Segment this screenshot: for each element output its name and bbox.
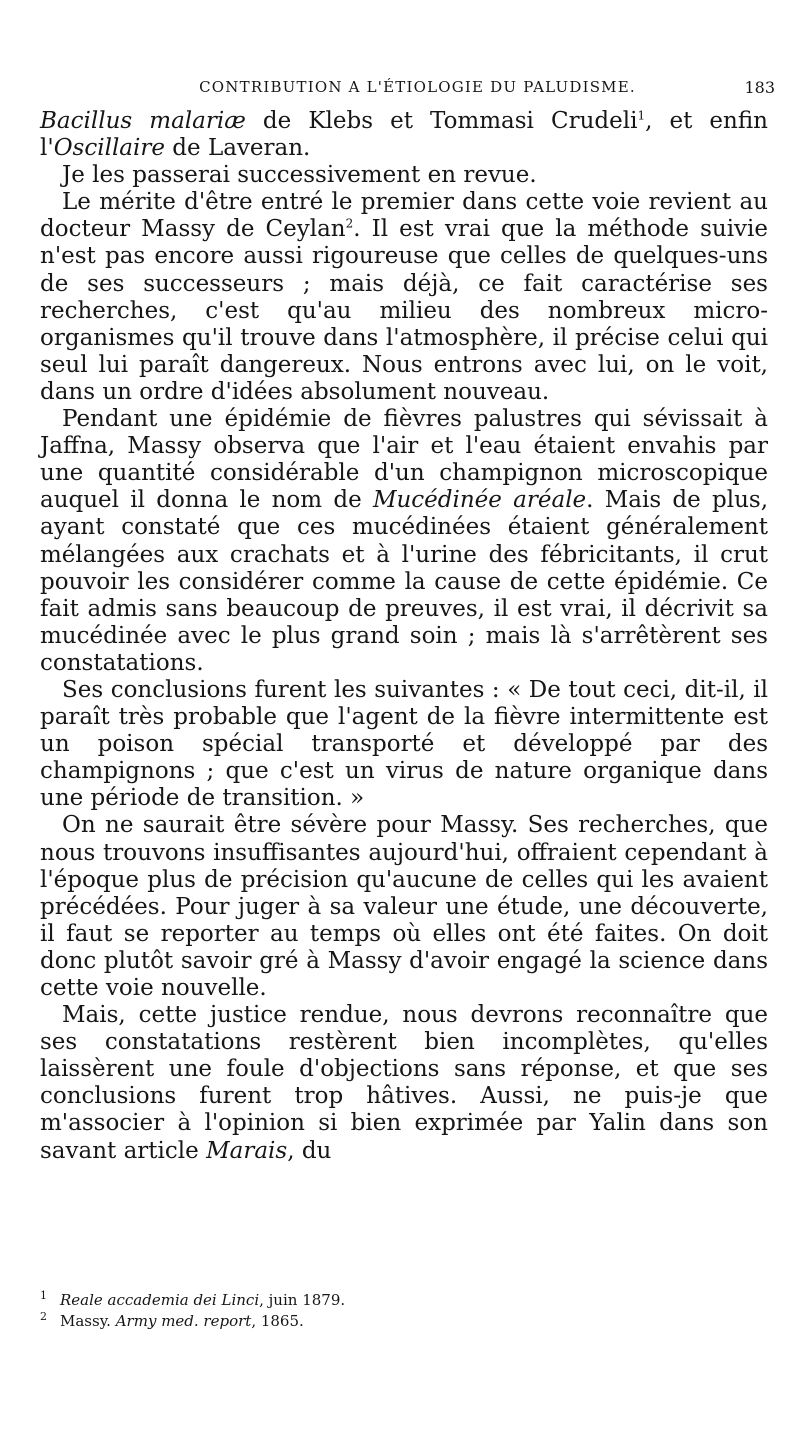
footnote-ref-1: 1 [637,108,646,123]
page-header [120,78,775,104]
paragraph-3-text-b: . Il est vrai que la méthode suivie n'est pas encore aussi rigoureuse que celles de quelques-uns de ses successeurs ; mais déjà, ce fait caractérise ses recherches, c'est qu'au milieu des nombreux micro-organismes qu'il trouve dans l'atmosphère, il précise celui qui seul lui paraît dangereux. Nous entrons avec lui, on le voit, dans un ordre d'idées absolument nouveau. [40,216,769,405]
bacillus-name: Bacillus malariæ [40,108,246,134]
paragraph-7 [40,1002,768,1165]
page-number: 183 [744,78,775,97]
paragraph-4-text-a: Pendant une épidémie de fièvres palustres qui sévissait à Jaffna, Massy observa que l'air et l'eau étaient envahis par une quantité considérable d'un champignon microscopique auquel il donna le nom de [40,406,768,514]
footnote-ref-2: 2 [345,216,354,231]
paragraph-7-text-b: , du [287,1137,332,1164]
paragraph-1-text-c: de Laveran. [164,135,311,162]
footnote-2-text: , 1865. [251,1312,304,1330]
paragraph-1 [40,108,768,162]
footnote-1-source: Reale accademia dei Linci [60,1291,260,1309]
paragraph-3-text-a: Le mérite d'être entré le premier dans cette voie revient au docteur Massy de Ceylan [40,189,768,243]
footnotes [40,1290,768,1332]
paragraph-1-text-a: de Klebs et Tommasi Crudeli [245,108,638,134]
paragraph-6: On ne saurait être sévère pour Massy. Ses recherches, que nous trouvons insuffisantes aujourd'hui, offraient cependant à l'époque plus de précision qu'aucune de celles qui les avaient précédées. Pour juger à sa valeur une étude, une découverte, il faut se reporter au temps où elles ont été faites. On doit donc plutôt savoir gré à Massy d'avoir engagé la science dans cette voie nouvelle. [40,812,768,1001]
paragraph-4 [40,406,768,677]
mucedinee-name: Mucédinée aréale [372,487,587,514]
paragraph-3 [40,189,768,406]
footnote-2-author: Massy. [60,1312,116,1330]
body-text [40,108,768,1165]
footnote-2-source: Army med. report [115,1312,252,1330]
footnote-1-text: , juin 1879. [259,1291,346,1309]
paragraph-2: Je les passerai successivement en revue. [62,162,537,189]
paragraph-5: Ses conclusions furent les suivantes : « De tout ceci, dit-il, il paraît très probable que l'agent de la fièvre intermittente est un poison spécial transporté et développé par des champignons ; que c'est un virus de nature organique dans une période de transition. » [40,676,768,812]
footnote-2: 2 Massy. Army med. report, 1865. [40,1310,304,1330]
marais-title: Marais [206,1137,288,1164]
paragraph-1-text-b: , et enfin l' [40,108,768,162]
paragraph-7-text-a: Mais, cette justice rendue, nous devrons reconnaître que ses constatations restèrent bien incomplètes, qu'elles laissèrent une foule d'objections sans réponse, et que ses conclusions furent trop hâtives. Aussi, ne puis-je que m'associer à l'opinion si bien exprimée par Yalin dans son savant article [40,1002,768,1164]
running-title: CONTRIBUTION A L'ÉTIOLOGIE DU PALUDISME. [199,78,636,96]
paragraph-4-text-b: . Mais de plus, ayant constaté que ces mucédinées étaient généralement mélangées aux crachats et à l'urine des fébricitants, il crut pouvoir les considérer comme la cause de cette épidémie. Ce fait admis sans beaucoup de preuves, il est vrai, il décrivit sa mucédinée avec le plus grand soin ; mais là s'arrêtèrent ses constatations. [40,487,769,676]
oscillaire-name: Oscillaire [53,135,165,162]
footnote-1: 1 Reale accademia dei Linci, juin 1879. [40,1289,346,1309]
